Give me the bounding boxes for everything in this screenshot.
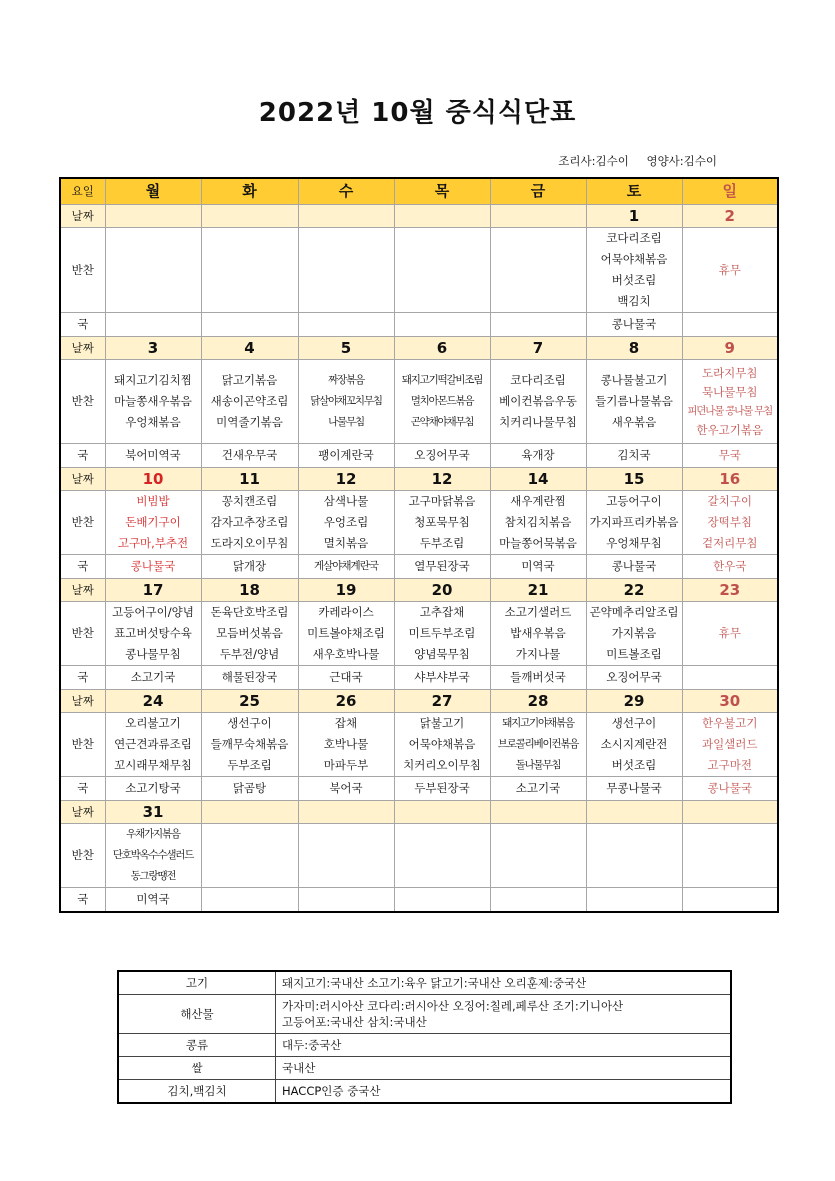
weekday-1: 화 (201, 178, 298, 205)
dish-item: 닭고기볶음 (221, 373, 278, 387)
dish-item: 우엉채무침 (606, 536, 662, 550)
dish-item: 버섯조림 (611, 758, 657, 772)
date-cell (682, 801, 778, 824)
dish-item: 장떡부침 (707, 515, 752, 529)
side-dish-cell (105, 360, 201, 444)
soup-row (60, 313, 778, 337)
date-cell: 17 (105, 579, 201, 602)
weekday-header-row (60, 178, 778, 205)
dish-item: 표고버섯탕수육 (114, 626, 192, 640)
date-cell: 23 (682, 579, 778, 602)
side-dish-cell (490, 360, 586, 444)
side-dish-cell (201, 491, 298, 555)
dish-item: 우엉조림 (323, 515, 369, 529)
menu-table (59, 177, 779, 913)
date-cell: 25 (201, 690, 298, 713)
page-title: 2022년 10월 중식식단표 (258, 98, 577, 128)
side-dish-label: 반찬 (60, 602, 105, 666)
soup-cell: 콩나물국 (586, 555, 682, 579)
dish-item: 소고기샐러드 (504, 605, 572, 619)
dish-item: 한우불고기 (701, 716, 758, 730)
dish-item: 돼지고기야채볶음 (502, 717, 574, 729)
side-dish-cell (298, 713, 394, 777)
dish-item: 휴무 (718, 262, 741, 277)
dish-item: 소시지계란전 (600, 737, 668, 751)
dish-item: 새우볶음 (611, 415, 657, 429)
side-dish-cell (298, 602, 394, 666)
date-cell: 6 (394, 337, 490, 360)
dish-item: 고구마전 (707, 758, 752, 772)
date-cell: 26 (298, 690, 394, 713)
date-label: 날짜 (60, 337, 105, 360)
soup-label: 국 (60, 313, 105, 337)
weekday-label: 요일 (60, 178, 105, 205)
date-cell: 18 (201, 579, 298, 602)
origin-text: 국내산 (282, 1061, 316, 1075)
soup-label: 국 (60, 666, 105, 690)
side-dish-cell (201, 360, 298, 444)
dish-item: 우엉채볶음 (125, 415, 181, 429)
date-cell: 10 (105, 468, 201, 491)
side-dish-cell (201, 602, 298, 666)
dish-item: 갈치구이 (707, 494, 752, 508)
weekday-0: 월 (105, 178, 201, 205)
soup-cell: 오징어무국 (394, 444, 490, 468)
dish-item: 새우계란찜 (510, 494, 566, 508)
weekday-2: 수 (298, 178, 394, 205)
side-dish-label: 반찬 (60, 713, 105, 777)
soup-cell: 두부된장국 (394, 777, 490, 801)
dish-item: 고추잡채 (419, 605, 465, 619)
side-dish-cell (201, 228, 298, 313)
date-cell: 30 (682, 690, 778, 713)
origin-category: 해산물 (118, 995, 276, 1034)
date-row (60, 579, 778, 602)
date-cell (394, 205, 490, 228)
side-dish-cell (105, 491, 201, 555)
dish-item: 마늘쫑새우볶음 (114, 394, 192, 408)
date-cell: 5 (298, 337, 394, 360)
soup-label: 국 (60, 888, 105, 912)
dish-item: 돌나물무침 (515, 759, 561, 771)
soup-row (60, 888, 778, 912)
side-dish-cell (490, 491, 586, 555)
side-dish-row (60, 602, 778, 666)
soup-cell: 샤부샤부국 (394, 666, 490, 690)
date-cell (490, 801, 586, 824)
soup-cell: 북어미역국 (105, 444, 201, 468)
origin-value (276, 1034, 732, 1057)
side-dish-cell (586, 360, 682, 444)
side-dish-cell (394, 713, 490, 777)
dish-item: 들기름나물볶음 (595, 394, 673, 408)
soup-row (60, 444, 778, 468)
dish-item: 우채가지볶음 (126, 828, 180, 840)
soup-cell (490, 313, 586, 337)
dish-item: 마파두부 (323, 758, 369, 772)
dish-item: 생선구이 (611, 716, 657, 730)
soup-cell: 들깨버섯국 (490, 666, 586, 690)
soup-cell (201, 313, 298, 337)
date-cell (490, 205, 586, 228)
origin-row (118, 1057, 731, 1080)
dish-item: 돈육단호박조림 (210, 605, 289, 619)
side-dish-cell (682, 602, 778, 666)
soup-cell (105, 313, 201, 337)
side-dish-cell (682, 491, 778, 555)
side-dish-cell (586, 602, 682, 666)
dish-item: 도라지무침 (701, 365, 758, 380)
soup-cell (298, 313, 394, 337)
dish-item: 호박나물 (323, 737, 369, 751)
side-dish-cell (394, 602, 490, 666)
date-cell: 8 (586, 337, 682, 360)
origin-value (276, 1080, 732, 1104)
date-cell: 20 (394, 579, 490, 602)
side-dish-cell (586, 824, 682, 888)
date-label: 날짜 (60, 468, 105, 491)
nutritionist-name: 영양사:김수이 (646, 154, 717, 168)
side-dish-cell (490, 228, 586, 313)
date-cell: 15 (586, 468, 682, 491)
dish-item: 콩나물불고기 (600, 373, 668, 387)
side-dish-label: 반찬 (60, 228, 105, 313)
date-cell: 11 (201, 468, 298, 491)
soup-cell: 근대국 (298, 666, 394, 690)
dish-item: 가지파프리카볶음 (589, 515, 679, 529)
date-row (60, 468, 778, 491)
soup-cell: 한우국 (682, 555, 778, 579)
soup-label: 국 (60, 555, 105, 579)
dish-item: 연근견과류조림 (114, 737, 192, 751)
dish-item: 묵나물무침 (701, 384, 758, 399)
soup-cell (298, 888, 394, 912)
side-dish-cell (586, 713, 682, 777)
dish-item: 고구마닭볶음 (408, 494, 476, 508)
date-cell: 31 (105, 801, 201, 824)
soup-row (60, 555, 778, 579)
dish-item: 백김치 (617, 294, 651, 308)
dish-item: 단호박옥수수샐러드 (112, 849, 194, 861)
dish-item: 돼지고기떡갈비조림 (401, 374, 483, 386)
soup-cell: 북어국 (298, 777, 394, 801)
side-dish-cell (490, 602, 586, 666)
dish-item: 고등어구이/양념 (112, 605, 194, 619)
dish-item: 브로콜리베이컨볶음 (497, 738, 579, 750)
dish-item: 들깨무숙채볶음 (210, 737, 289, 751)
side-dish-cell (201, 713, 298, 777)
origin-value (276, 971, 732, 995)
soup-cell (394, 888, 490, 912)
soup-cell: 닭곰탕 (201, 777, 298, 801)
dish-item: 참치김치볶음 (504, 515, 572, 529)
weekday-4: 금 (490, 178, 586, 205)
dish-item: 모듬버섯볶음 (216, 626, 283, 640)
origin-text: 돼지고기:국내산 소고기:육우 닭고기:국내산 오리훈제:중국산 (282, 976, 587, 990)
dish-item: 미트두부조림 (408, 626, 476, 640)
dish-item: 돼지고기김치찜 (114, 373, 192, 387)
side-dish-cell (394, 360, 490, 444)
dish-item: 새송이곤약조림 (210, 394, 289, 408)
date-cell: 27 (394, 690, 490, 713)
side-dish-cell (105, 713, 201, 777)
soup-row (60, 666, 778, 690)
soup-cell: 무콩나물국 (586, 777, 682, 801)
dish-item: 비빔밥 (136, 494, 170, 508)
dish-item: 동그랑땡전 (130, 870, 176, 882)
date-cell: 19 (298, 579, 394, 602)
dish-item: 가지볶음 (611, 626, 657, 640)
side-dish-cell (394, 491, 490, 555)
dish-item: 어묵야채볶음 (408, 737, 476, 751)
date-cell (586, 801, 682, 824)
staff-info (558, 153, 717, 169)
dish-item: 멸치볶음 (323, 536, 369, 550)
side-dish-cell (682, 713, 778, 777)
date-cell: 16 (682, 468, 778, 491)
date-cell (298, 205, 394, 228)
dish-item: 생선구이 (227, 716, 272, 730)
soup-cell (586, 888, 682, 912)
side-dish-label: 반찬 (60, 491, 105, 555)
dish-item: 미트볼야채조림 (307, 626, 385, 640)
soup-cell (682, 666, 778, 690)
side-dish-row (60, 360, 778, 444)
dish-item: 도라지오이무침 (210, 536, 289, 550)
date-label: 날짜 (60, 801, 105, 824)
dish-item: 휴무 (718, 626, 741, 640)
soup-cell: 미역국 (105, 888, 201, 912)
origin-row (118, 1080, 731, 1104)
side-dish-row (60, 824, 778, 888)
origin-category: 고기 (118, 971, 276, 995)
date-row (60, 205, 778, 228)
side-dish-cell (298, 824, 394, 888)
origin-row (118, 1034, 731, 1057)
date-cell: 4 (201, 337, 298, 360)
soup-cell (394, 313, 490, 337)
side-dish-cell (298, 491, 394, 555)
origin-table (117, 970, 732, 1104)
soup-cell: 건새우무국 (201, 444, 298, 468)
dish-item: 감자고추장조림 (210, 515, 289, 529)
soup-row (60, 777, 778, 801)
side-dish-row (60, 491, 778, 555)
side-dish-row (60, 713, 778, 777)
side-dish-cell (682, 228, 778, 313)
dish-item: 미역줄기볶음 (216, 415, 283, 429)
soup-cell: 육개장 (490, 444, 586, 468)
soup-cell: 소고기국 (105, 666, 201, 690)
weekday-3: 목 (394, 178, 490, 205)
dish-item: 닭살야채꼬치무침 (310, 395, 382, 407)
soup-cell: 팽이계란국 (298, 444, 394, 468)
date-cell (298, 801, 394, 824)
origin-text: 대두:중국산 (282, 1038, 342, 1052)
dish-item: 멸치아몬드볶음 (410, 395, 474, 407)
dish-item: 카레라이스 (318, 605, 374, 619)
soup-cell: 미역국 (490, 555, 586, 579)
dish-item: 코다리조림 (510, 373, 566, 387)
dish-item: 코다리조림 (606, 231, 662, 245)
soup-label: 국 (60, 444, 105, 468)
soup-cell: 콩나물국 (105, 555, 201, 579)
origin-value (276, 1057, 732, 1080)
weekday-6: 일 (682, 178, 778, 205)
date-cell (201, 205, 298, 228)
side-dish-cell (298, 360, 394, 444)
date-label: 날짜 (60, 579, 105, 602)
cook-name: 조리사:김수이 (558, 154, 629, 168)
origin-text: HACCP인증 중국산 (282, 1084, 381, 1098)
date-row (60, 801, 778, 824)
dish-item: 나물무침 (328, 416, 364, 428)
side-dish-cell (490, 713, 586, 777)
date-cell: 3 (105, 337, 201, 360)
side-dish-label: 반찬 (60, 824, 105, 888)
date-label: 날짜 (60, 205, 105, 228)
dish-item: 콩나물무침 (125, 647, 181, 661)
origin-row (118, 971, 731, 995)
date-cell (105, 205, 201, 228)
soup-cell: 닭개장 (201, 555, 298, 579)
date-row (60, 690, 778, 713)
side-dish-label: 반찬 (60, 360, 105, 444)
soup-cell: 오징어무국 (586, 666, 682, 690)
date-cell (201, 801, 298, 824)
origin-category: 콩류 (118, 1034, 276, 1057)
date-label: 날짜 (60, 690, 105, 713)
dish-item: 새우호박나물 (312, 647, 380, 661)
dish-item: 베이컨볶음우동 (499, 394, 577, 408)
dish-item: 돈배기구이 (125, 515, 181, 529)
side-dish-cell (586, 491, 682, 555)
dish-item: 과일샐러드 (701, 737, 758, 751)
soup-cell: 김치국 (586, 444, 682, 468)
dish-item: 두부전/양념 (219, 647, 280, 661)
dish-item: 한우고기볶음 (696, 422, 764, 437)
soup-cell: 게살야채계란국 (298, 555, 394, 579)
side-dish-cell (394, 228, 490, 313)
dish-item: 겉저리무침 (701, 536, 758, 550)
dish-item: 청포묵무침 (414, 515, 470, 529)
soup-cell (682, 888, 778, 912)
side-dish-cell (682, 360, 778, 444)
date-cell: 9 (682, 337, 778, 360)
dish-item: 미트볼조림 (606, 647, 662, 661)
dish-item: 곤약메추리알조림 (589, 605, 679, 619)
date-cell: 12 (298, 468, 394, 491)
date-cell: 22 (586, 579, 682, 602)
origin-value (276, 995, 732, 1034)
dish-item: 오리불고기 (125, 716, 181, 730)
dish-item: 마늘쫑어묵볶음 (499, 536, 577, 550)
origin-category: 김치,백김치 (118, 1080, 276, 1104)
dish-item: 짜장볶음 (328, 374, 364, 386)
date-cell: 24 (105, 690, 201, 713)
side-dish-cell (201, 824, 298, 888)
soup-cell (490, 888, 586, 912)
side-dish-cell (682, 824, 778, 888)
dish-item: 닭불고기 (419, 716, 465, 730)
date-cell: 21 (490, 579, 586, 602)
dish-item: 꽁치캔조림 (221, 494, 278, 508)
dish-item: 꼬시래무채무침 (114, 758, 192, 772)
soup-cell: 해물된장국 (201, 666, 298, 690)
dish-item: 치커리오이무침 (403, 758, 481, 772)
origin-row (118, 995, 731, 1034)
dish-item: 삼색나물 (323, 494, 369, 508)
dish-item: 고구마,부추전 (117, 536, 189, 550)
date-row (60, 337, 778, 360)
date-cell (394, 801, 490, 824)
dish-item: 곤약채야채무침 (410, 416, 474, 428)
side-dish-cell (105, 824, 201, 888)
origin-category: 쌀 (118, 1057, 276, 1080)
dish-item: 어묵야채볶음 (600, 252, 668, 266)
dish-item: 양념묵무침 (414, 647, 470, 661)
soup-cell: 무국 (682, 444, 778, 468)
side-dish-cell (105, 228, 201, 313)
side-dish-cell (490, 824, 586, 888)
side-dish-cell (105, 602, 201, 666)
side-dish-cell (394, 824, 490, 888)
date-cell: 1 (586, 205, 682, 228)
date-cell: 14 (490, 468, 586, 491)
dish-item: 잡채 (334, 716, 358, 730)
date-cell: 7 (490, 337, 586, 360)
soup-label: 국 (60, 777, 105, 801)
dish-item: 두부조림 (419, 536, 465, 550)
dish-item: 두부조림 (227, 758, 272, 772)
dish-item: 밥새우볶음 (510, 626, 566, 640)
soup-cell: 소고기탕국 (105, 777, 201, 801)
side-dish-row (60, 228, 778, 313)
date-cell: 2 (682, 205, 778, 228)
soup-cell (682, 313, 778, 337)
side-dish-cell (586, 228, 682, 313)
date-cell: 28 (490, 690, 586, 713)
date-cell: 12 (394, 468, 490, 491)
dish-item: 버섯조림 (611, 273, 657, 287)
soup-cell: 열무된장국 (394, 555, 490, 579)
weekday-5: 토 (586, 178, 682, 205)
dish-item: 치커리나물무침 (499, 415, 577, 429)
soup-cell: 콩나물국 (586, 313, 682, 337)
soup-cell: 소고기국 (490, 777, 586, 801)
date-cell: 29 (586, 690, 682, 713)
side-dish-cell (298, 228, 394, 313)
soup-cell (201, 888, 298, 912)
origin-text: 가자미:러시아산 코다리:러시아산 오징어:칠레,페루산 조기:기니아산 (282, 999, 624, 1013)
dish-item: 고등어구이 (606, 494, 662, 508)
soup-cell: 콩나물국 (682, 777, 778, 801)
dish-item: 피뎐나물 콩나물 무침 (687, 404, 773, 417)
origin-text-2: 고등어포:국내산 삼치:국내산 (282, 1015, 427, 1029)
dish-item: 가지나물 (515, 647, 561, 661)
